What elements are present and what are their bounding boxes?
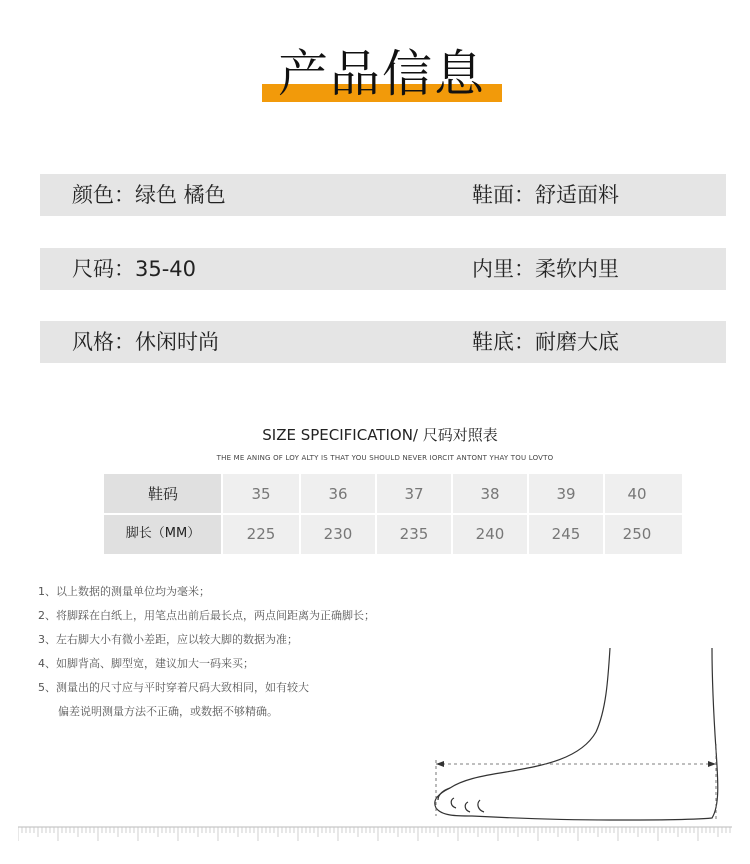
length-cell: 240	[475, 525, 505, 543]
size-cell: 36	[328, 485, 348, 503]
length-cell: 250	[622, 525, 652, 543]
title-block	[262, 38, 502, 108]
size-cell: 40	[627, 485, 647, 503]
note-item: 偏差说明测量方法不正确，或数据不够精确。	[58, 705, 278, 718]
length-cell: 245	[551, 525, 581, 543]
note-item: 3、左右脚大小有微小差距，应以较大脚的数据为准；	[38, 633, 298, 646]
page-title: 产品信息	[278, 45, 486, 103]
note-item: 2、将脚踩在白纸上，用笔点出前后最长点，两点间距离为正确脚长；	[38, 609, 375, 622]
info-row-size	[40, 248, 726, 290]
note-item: 4、如脚背高、脚型宽，建议加大一码来买；	[38, 657, 254, 670]
size-spec-subtitle: THE ME ANING OF LOY ALTY IS THAT YOU SHOULD NEVER IORCIT ANTONT YHAY TOU LOVTO	[216, 454, 554, 462]
color-info: 颜色：绿色 橘色	[72, 183, 226, 207]
size-table	[104, 474, 682, 554]
size-cell: 38	[480, 485, 500, 503]
measurement-notes	[38, 580, 375, 724]
size-spec-title: SIZE SPECIFICATION/ 尺码对照表	[262, 426, 498, 444]
size-info: 尺码：35-40	[72, 257, 197, 281]
sole-info: 鞋底：耐磨大底	[472, 330, 619, 354]
ruler-icon	[18, 826, 732, 842]
info-row-style	[40, 321, 726, 363]
note-item: 5、测量出的尺寸应与平时穿着尺码大致相同，如有较大	[38, 681, 309, 694]
lining-info: 内里：柔软内里	[472, 257, 619, 281]
length-cell: 230	[323, 525, 353, 543]
upper-info: 鞋面：舒适面料	[472, 183, 619, 207]
note-item: 1、以上数据的测量单位均为毫米；	[38, 585, 210, 598]
length-cell: 225	[246, 525, 276, 543]
length-cell: 235	[399, 525, 429, 543]
size-cell: 37	[404, 485, 424, 503]
style-info: 风格：休闲时尚	[72, 330, 219, 354]
foot-length-label: 脚长（MM）	[125, 526, 201, 541]
shoe-size-label: 鞋码	[147, 485, 178, 503]
foot-measurement-illustration-icon	[420, 640, 730, 840]
size-cell: 35	[251, 485, 271, 503]
info-row-color	[40, 174, 726, 216]
size-cell: 39	[556, 485, 576, 503]
